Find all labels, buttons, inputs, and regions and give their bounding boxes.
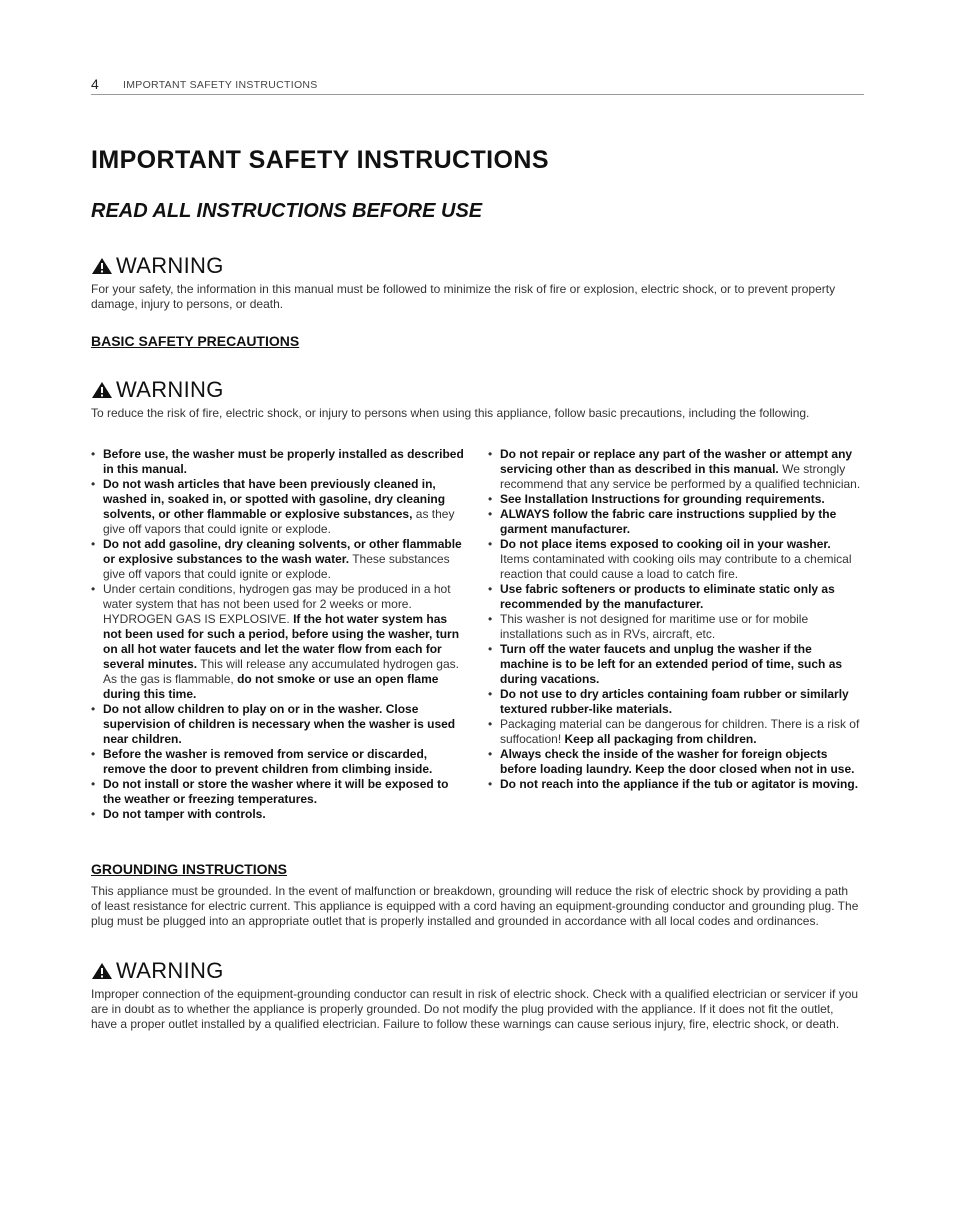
page-header xyxy=(91,78,864,95)
warning-triangle-icon xyxy=(91,257,113,275)
list-item: • Do not wash articles that have been previously cleaned in, washed in, soaked in, or spotted with gasoline, dry cleaning solvents, or other flammable or explosive substances, as they give off vapors that could ignite or explode. xyxy=(91,477,466,537)
list-item: • Do not use to dry articles containing foam rubber or similarly textured rubber-like materials. xyxy=(488,687,863,717)
precautions-left-column xyxy=(91,447,466,822)
warning-label: WARNING xyxy=(116,377,224,402)
list-item: • Before the washer is removed from service or discarded, remove the door to prevent children from climbing inside. xyxy=(91,747,466,777)
warning-text-2: To reduce the risk of fire, electric shock, or injury to persons when using this appliance, follow basic precautions, including the following. xyxy=(91,406,810,420)
warning-label: WARNING xyxy=(116,253,224,278)
list-item: • Do not repair or replace any part of the washer or attempt any servicing other than as described in this manual. We strongly recommend that any service be performed by a qualified technician. xyxy=(488,447,863,492)
list-item: • Do not allow children to play on or in the washer. Close supervision of children is necessary when the washer is used near children. xyxy=(91,702,466,747)
list-item: • Do not tamper with controls. xyxy=(91,807,466,822)
list-item: • This washer is not designed for maritime use or for mobile installations such as in RVs, aircraft, etc. xyxy=(488,612,863,642)
warning-label: WARNING xyxy=(116,958,224,983)
list-item: • Always check the inside of the washer for foreign objects before loading laundry. Keep the door closed when not in use. xyxy=(488,747,863,777)
warning-heading-2 xyxy=(91,377,224,403)
section-heading-grounding: GROUNDING INSTRUCTIONS xyxy=(91,861,287,877)
list-item: • Do not add gasoline, dry cleaning solvents, or other flammable or explosive substances to the wash water. These substances give off vapors that could ignite or explode. xyxy=(91,537,466,582)
grounding-text: This appliance must be grounded. In the event of malfunction or breakdown, grounding will reduce the risk of electric shock by providing a path of least resistance for electric current. This appliance is equipped with a cord having an equipment-grounding conductor and grounding plug. The plug must be plugged into an appropriate outlet that is properly installed and grounded in accordance with all local codes and ordinances. xyxy=(91,884,859,928)
page-subtitle: READ ALL INSTRUCTIONS BEFORE USE xyxy=(91,200,483,222)
list-item: • Do not reach into the appliance if the tub or agitator is moving. xyxy=(488,777,863,792)
warning-triangle-icon xyxy=(91,381,113,399)
running-title: IMPORTANT SAFETY INSTRUCTIONS xyxy=(123,79,318,91)
list-item: • Do not install or store the washer where it will be exposed to the weather or freezing temperatures. xyxy=(91,777,466,807)
warning-triangle-icon xyxy=(91,962,113,980)
list-item: • Use fabric softeners or products to eliminate static only as recommended by the manufacturer. xyxy=(488,582,863,612)
list-item: • Under certain conditions, hydrogen gas may be produced in a hot water system that has not been used for 2 weeks or more. HYDROGEN GAS IS EXPLOSIVE. If the hot water system has not been used for such a period, before using the washer, turn on all hot water faucets and let the water flow from each for several minutes. This will release any accumulated hydrogen gas. As the gas is flammable, do not smoke or use an open flame during this time. xyxy=(91,582,466,702)
list-item: • See Installation Instructions for grounding requirements. xyxy=(488,492,863,507)
list-item: • Before use, the washer must be properly installed as described in this manual. xyxy=(91,447,466,477)
page-number: 4 xyxy=(91,76,99,92)
warning-text-1: For your safety, the information in this manual must be followed to minimize the risk of fire or explosion, electric shock, or to prevent property damage, injury to persons, or death. xyxy=(91,282,836,311)
warning-heading-1 xyxy=(91,253,224,279)
page-title: IMPORTANT SAFETY INSTRUCTIONS xyxy=(91,146,549,174)
precautions-right-column xyxy=(488,447,863,792)
list-item: • Do not place items exposed to cooking oil in your washer. Items contaminated with cooking oils may contribute to a chemical reaction that could cause a load to catch fire. xyxy=(488,537,863,582)
warning-text-3: Improper connection of the equipment-grounding conductor can result in risk of electric shock. Check with a qualified electrician or servicer if you are in doubt as to whether the appliance is properly grounded. Do not modify the plug provided with the appliance. If it does not fit the outlet, have a proper outlet installed by a qualified electrician. Failure to follow these warnings can cause serious injury, fire, electric shock, or death. xyxy=(91,987,859,1031)
list-item: • Packaging material can be dangerous for children. There is a risk of suffocation! Keep all packaging from children. xyxy=(488,717,863,747)
warning-heading-3 xyxy=(91,958,224,984)
section-heading-basic: BASIC SAFETY PRECAUTIONS xyxy=(91,333,300,349)
list-item: • Turn off the water faucets and unplug the washer if the machine is to be left for an extended period of time, such as during vacations. xyxy=(488,642,863,687)
list-item: • ALWAYS follow the fabric care instructions supplied by the garment manufacturer. xyxy=(488,507,863,537)
